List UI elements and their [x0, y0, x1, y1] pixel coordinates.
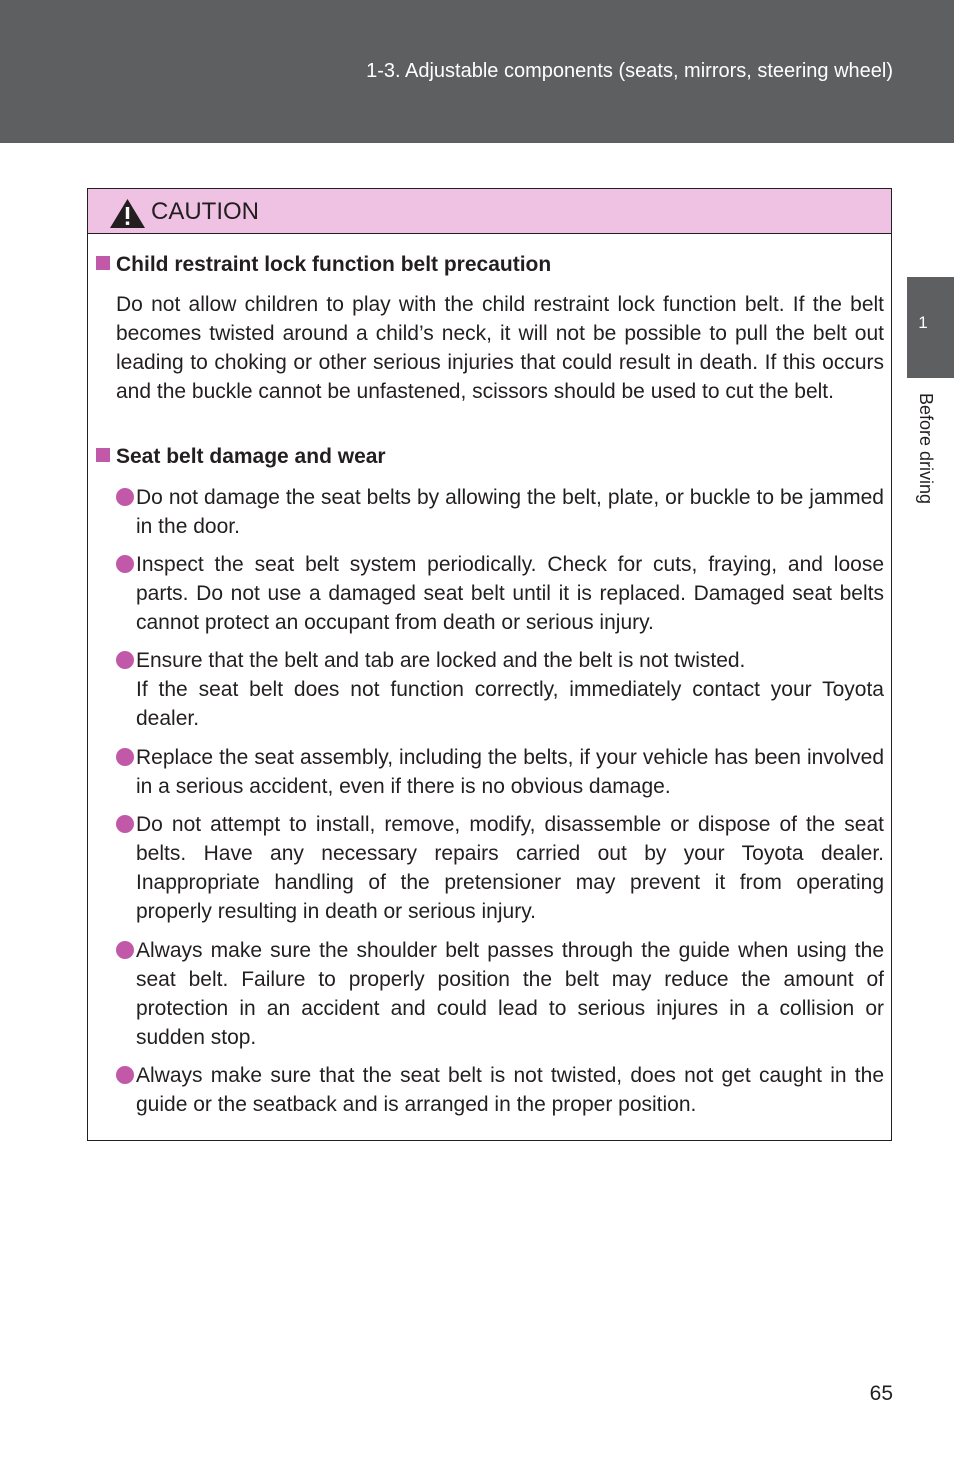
list-item-text: Replace the seat assembly, including the belts, if your vehicle has been involved in a serious accident, even if there is no obvious damage. — [136, 746, 884, 798]
list-item-text: Inspect the seat belt system periodically. Check for cuts, fraying, and loose parts. Do not use a damaged seat belt until it is replaced. Damaged seat belts cannot protect an occupant from death or serious injury. — [136, 553, 884, 634]
page-number: 65 — [869, 1382, 893, 1405]
circle-bullet-icon — [116, 651, 134, 669]
circle-bullet-icon — [116, 748, 134, 766]
warning-triangle-icon — [109, 198, 146, 229]
list-item-text: Do not attempt to install, remove, modify, disassemble or dispose of the seat belts. Have any necessary repairs carried out by your Toyota dealer. Inappropriate handling of the pretensioner may prevent it from operating properly resulting in death or serious injury. — [136, 813, 884, 923]
list-item — [116, 743, 884, 801]
list-item — [116, 550, 884, 637]
list-item-text: Always make sure that the seat belt is not twisted, does not get caught in the guide or the seatback and is arranged in the proper position. — [136, 1064, 884, 1116]
list-item — [116, 483, 884, 541]
list-item — [116, 1061, 884, 1119]
list-item — [116, 810, 884, 926]
caution-box — [87, 188, 892, 1141]
list-item-text: Do not damage the seat belts by allowing the belt, plate, or buckle to be jammed in the door. — [136, 486, 884, 538]
square-bullet-icon — [96, 256, 110, 270]
child-restraint-paragraph: Do not allow children to play with the child restraint lock function belt. If the belt becomes twisted around a child’s neck, it will not be possible to pull the belt out leading to choking or other serious injuries that could result in death. If this occurs and the buckle cannot be unfastened, scissors should be used to cut the belt. — [116, 293, 884, 403]
list-item — [116, 646, 884, 733]
chapter-label: Before driving — [916, 393, 936, 505]
circle-bullet-icon — [116, 941, 134, 959]
list-item-text-continued: If the seat belt does not function correctly, immediately contact your Toyota dealer. — [136, 678, 884, 730]
chapter-tab[interactable] — [907, 277, 954, 378]
caution-header — [88, 189, 891, 234]
list-item-text-line: Ensure that the belt and tab are locked and the belt is not twisted. — [136, 649, 746, 672]
section-heading-text: Child restraint lock function belt precaution — [116, 253, 552, 276]
list-item-text — [136, 646, 884, 733]
header-band — [0, 0, 954, 143]
circle-bullet-icon — [116, 488, 134, 506]
chapter-number: 1 — [918, 313, 928, 332]
circle-bullet-icon — [116, 1066, 134, 1084]
list-item-text: Always make sure the shoulder belt passes through the guide when using the seat belt. Failure to properly position the belt may reduce the amount of protection in an accident and could lead to serious injures in a collision or sudden stop. — [136, 939, 884, 1049]
section-title: 1-3. Adjustable components (seats, mirrors, steering wheel) — [366, 60, 893, 82]
caution-title: CAUTION — [151, 198, 259, 225]
section-heading-seat-belt-damage — [96, 445, 386, 469]
list-item — [116, 936, 884, 1052]
section-heading-text: Seat belt damage and wear — [116, 445, 386, 468]
section-heading-child-restraint — [96, 253, 551, 277]
square-bullet-icon — [96, 448, 110, 462]
circle-bullet-icon — [116, 555, 134, 573]
circle-bullet-icon — [116, 815, 134, 833]
